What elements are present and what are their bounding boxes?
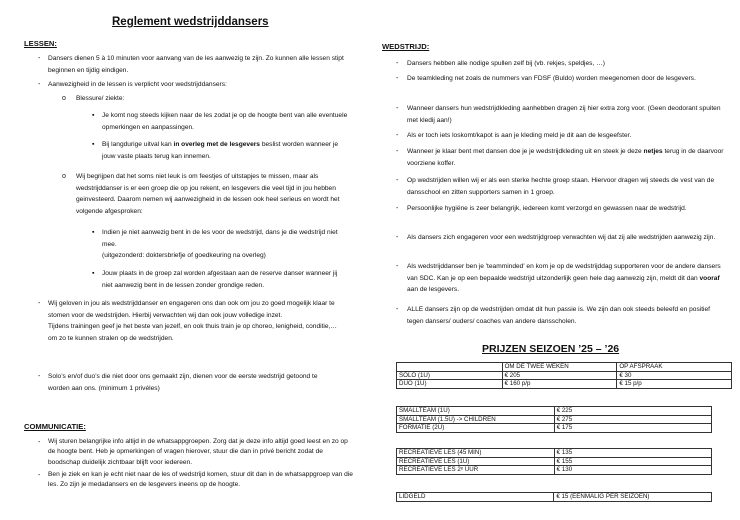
communicatie-item-whatsapp — [48, 437, 354, 468]
wedstrijd-item-text: ALLE dansers zijn op de wedstrijden omdat dit hun passie is. We zijn dan ook steeds beleefd en positief tegen dansers/ ouders/ coaches van andere dansscholen. — [407, 306, 711, 325]
wedstrijd-item-text: Op wedstrijden willen wij er als een sterke hechte groep staan. Hiervoor dragen wij steeds de vest van de dansschool en zitten supporters samen in 1 groep. — [407, 177, 715, 196]
table-cell: SOLO (1U) — [397, 371, 503, 380]
feestjes-text: Wij begrijpen dat het soms niet leuk is om feestjes of uitstapjes te missen, maar als wedstrijddanser is er een groep die op jou rekent, en lesgevers die veel tijd in jou hebben geinvesteerd. Daarom nemen wij aanwezigheid in de lessen ook heel serieus en wordt het volgende afgesproken: — [76, 173, 340, 215]
table-cell: € 30 — [617, 371, 732, 380]
table-row — [397, 493, 712, 502]
wedstrijd-item-groep — [407, 175, 727, 198]
bullet-dash: - — [38, 373, 41, 380]
feestjes-item-text: Jouw plaats in de groep zal worden afgestaan aan de reserve danser wanneer jij niet aanwezig bent in de lessen zonder grondige reden. — [102, 270, 338, 289]
table-row — [397, 380, 732, 389]
price-table-lidgeld — [396, 492, 712, 502]
table-cell: DUO (1U) — [397, 380, 503, 389]
bullet-dash: - — [396, 205, 399, 212]
price-table-recreatief — [396, 448, 712, 475]
table-cell: € 15 p/p — [617, 380, 732, 389]
document-title: Reglement wedstrijddansers — [112, 16, 269, 28]
bullet-dash: - — [396, 177, 399, 184]
lessen-item-extra: Tijdens trainingen geef je het beste van jezelf, en ook thuis train je op choreo, lenigheid, conditie,… om zo te kunnen stralen op de wedstrijden. — [48, 323, 337, 342]
price-table-teams — [396, 406, 712, 433]
text-bold: in overleg met de lesgevers — [173, 141, 260, 148]
table-cell: FORMATIE (2U) — [397, 424, 555, 433]
text-bold: netjes — [643, 148, 663, 155]
wedstrijd-item-spullen — [407, 58, 727, 70]
wedstrijd-item-text: Dansers hebben alle nodige spullen zelf bij (vb. rekjes, speldjes, …) — [407, 60, 605, 67]
text-part: Bij langdurige uitval kan — [102, 141, 174, 148]
lessen-item-text: Wij geloven in jou als wedstrijddanser en engageren ons dan ook om jou zo goed mogelijk klaar te stomen voor de wedstrijden. Hierbij verwachten wij dan ook jouw volledige inzet. — [48, 300, 335, 319]
bullet-dash: - — [38, 55, 41, 62]
bullet-dash: - — [396, 60, 399, 67]
communicatie-heading: COMMUNICATIE: — [24, 422, 86, 431]
table-row — [397, 371, 732, 380]
blessure-item-watch — [102, 110, 352, 133]
bullet-square: ▪ — [92, 229, 95, 236]
feestjes-paragraph — [76, 171, 346, 217]
blessure-item-text: Je komt nog steeds kijken naar de les zodat je op de hoogte bent van alle eventuele opmerkingen en aanpassingen. — [102, 112, 348, 131]
table-row — [397, 457, 712, 466]
table-row — [397, 424, 712, 433]
table-cell: RECREATIEVE LES (1U) — [397, 457, 555, 466]
feestjes-item-text: Indien je niet aanwezig bent in de les voor de wedstrijd, dans je die wedstrijd niet mee. — [102, 229, 338, 248]
table-cell: € 175 — [554, 424, 711, 433]
lessen-item-punctuality — [48, 53, 348, 76]
wedstrijd-item-text: Wanneer dansers hun wedstrijdkleding aanhebben dragen zij hier extra zorg voor. (Geen deodorant spuiten met kledij aan!) — [407, 105, 721, 124]
wedstrijd-item-engagement — [407, 232, 727, 244]
text-part: terug in de daarvoor voorziene koffer. — [407, 148, 724, 167]
table-cell: € 15 (EENMALIG PER SEIZOEN) — [554, 493, 712, 502]
bullet-dash: - — [396, 105, 399, 112]
lessen-item-text: Dansers dienen 5 à 10 minuten voor aanvang van de les aanwezig te zijn. Zo kunnen alle lessen stipt beginnen en tijdig eindigen. — [48, 55, 344, 74]
bullet-square: ▪ — [92, 270, 95, 277]
communicatie-item-text: Wij sturen belangrijke info altijd in de whatsappgroepen. Zorg dat je deze info altijd goed leest en zo op de hoogte bent. Heb je opmerkingen of vragen hierover, stuur die dan in privé bericht zodat de boodschap duidelijk zichtbaar blijft voor iedereen. — [48, 438, 348, 466]
wedstrijd-item-teamkleding — [407, 73, 727, 85]
bullet-square: ▪ — [92, 141, 95, 148]
table-row — [397, 407, 712, 416]
blessure-item-longterm — [102, 139, 342, 162]
wedstrijd-item-teamminded — [407, 261, 727, 296]
bullet-dash: - — [396, 132, 399, 139]
communicatie-item-text: Ben je ziek en kan je echt niet naar de les of wedstrijd komen, stuur dit dan in de whatsappgroep van die les. Zo zijn je medadansers en de lesgevers ineens op de hoogte. — [48, 471, 353, 489]
table-cell: € 160 p/p — [502, 380, 617, 389]
lessen-item-commitment — [48, 298, 346, 344]
bullet-dash: - — [396, 306, 399, 313]
wedstrijd-item-netjes — [407, 146, 727, 169]
bullet-dash: - — [38, 300, 41, 307]
wedstrijd-item-passie — [407, 304, 727, 327]
bullet-dash: - — [396, 148, 399, 155]
blessure-label: Blessure/ ziekte: — [76, 95, 125, 102]
bullet-circle: o — [62, 173, 66, 180]
lessen-item-text: Solo’s en/of duo’s die niet door ons gemaakt zijn, dienen voor de eerste wedstrijd getoond te worden aan ons. (minimum 1 privéles) — [48, 373, 318, 392]
bullet-dash: - — [38, 472, 41, 479]
text-part: Wanneer je klaar bent met dansen doe je je wedstrijdkleding uit en steek je deze — [407, 148, 644, 155]
table-cell: LIDGELD — [397, 493, 554, 502]
table-cell: SMALLTEAM (1.5U) -> CHILDREN — [397, 415, 555, 424]
lessen-item-solo-duo — [48, 371, 338, 394]
table-cell: SMALLTEAM (1U) — [397, 407, 555, 416]
table-cell: RECREATIEVE LES (45 MIN) — [397, 449, 555, 458]
bullet-dash: - — [38, 81, 41, 88]
table-header-cell — [397, 363, 503, 372]
table-header-cell: OM DE TWEE WEKEN — [502, 363, 617, 372]
bullet-dash: - — [396, 234, 399, 241]
lessen-heading: LESSEN: — [24, 39, 57, 48]
bullet-dash: - — [396, 75, 399, 82]
text-bold: vooraf — [699, 274, 720, 282]
table-row — [397, 449, 712, 458]
table-cell: € 135 — [554, 449, 711, 458]
wedstrijd-item-hygiene — [407, 203, 727, 215]
wedstrijd-item-text: Als er toch iets loskomt/kapot is aan je kleding meld je dit aan de lesgeefster. — [407, 132, 632, 139]
communicatie-item-sick — [48, 470, 354, 491]
text-part: aan de lesgevers. — [407, 286, 460, 294]
price-table-solo-duo — [396, 362, 732, 389]
table-cell: € 130 — [554, 466, 711, 475]
table-cell: € 205 — [502, 371, 617, 380]
table-header-cell: OP AFSPRAAK — [617, 363, 732, 372]
table-cell: € 275 — [554, 415, 711, 424]
feestjes-item-absent — [102, 227, 338, 262]
wedstrijd-item-text: Persoonlijke hygiëne is zeer belangrijk, iedereen komt verzorgd en gewassen naar de wedstrijd. — [407, 205, 687, 212]
blessure-heading — [76, 93, 346, 105]
bullet-circle: o — [62, 95, 66, 102]
text-part: Als wedstrijddanser ben je 'teamminded' en kom je op de wedstrijddag supporteren voor de andere dansers van SDC. Kan je op een bepaalde wedstrijd uitzonderlijk geen hele dag aanwezig zijn, meldt dit dan — [407, 263, 721, 282]
wedstrijd-item-kapot — [407, 130, 727, 142]
table-cell: € 155 — [554, 457, 711, 466]
lessen-item-text: Aanwezigheid in de lessen is verplicht voor wedstrijddansers: — [48, 81, 227, 88]
table-cell: € 225 — [554, 407, 711, 416]
bullet-dash: - — [38, 439, 41, 446]
wedstrijd-item-zorg — [407, 103, 727, 126]
table-row — [397, 466, 712, 475]
wedstrijd-heading: WEDSTRIJD: — [382, 42, 430, 51]
feestjes-item-reserve — [102, 268, 338, 291]
lessen-item-attendance — [48, 79, 348, 91]
table-header-row — [397, 363, 732, 372]
feestjes-item-note: (uitgezonderd: doktersbriefje of goedkeuring na overleg) — [102, 252, 266, 260]
wedstrijd-item-text: De teamkleding net zoals de nummers van FDSF (Buldo) worden meegenomen door de lesgevers. — [407, 75, 696, 82]
table-cell: RECREATIEVE LES 2ᵉ UUR — [397, 466, 555, 475]
wedstrijd-item-text: Als dansers zich engageren voor een wedstrijdgroep verwachten wij dat zij alle wedstrijden aanwezig zijn. — [407, 234, 716, 241]
prijzen-title: PRIJZEN SEIZOEN ’25 – ’26 — [482, 343, 620, 355]
bullet-square: ▪ — [92, 112, 95, 119]
table-row — [397, 415, 712, 424]
bullet-dash: - — [396, 263, 399, 270]
text-part: beslist worden wanneer je jouw vaste plaats terug kan innemen. — [102, 141, 339, 160]
